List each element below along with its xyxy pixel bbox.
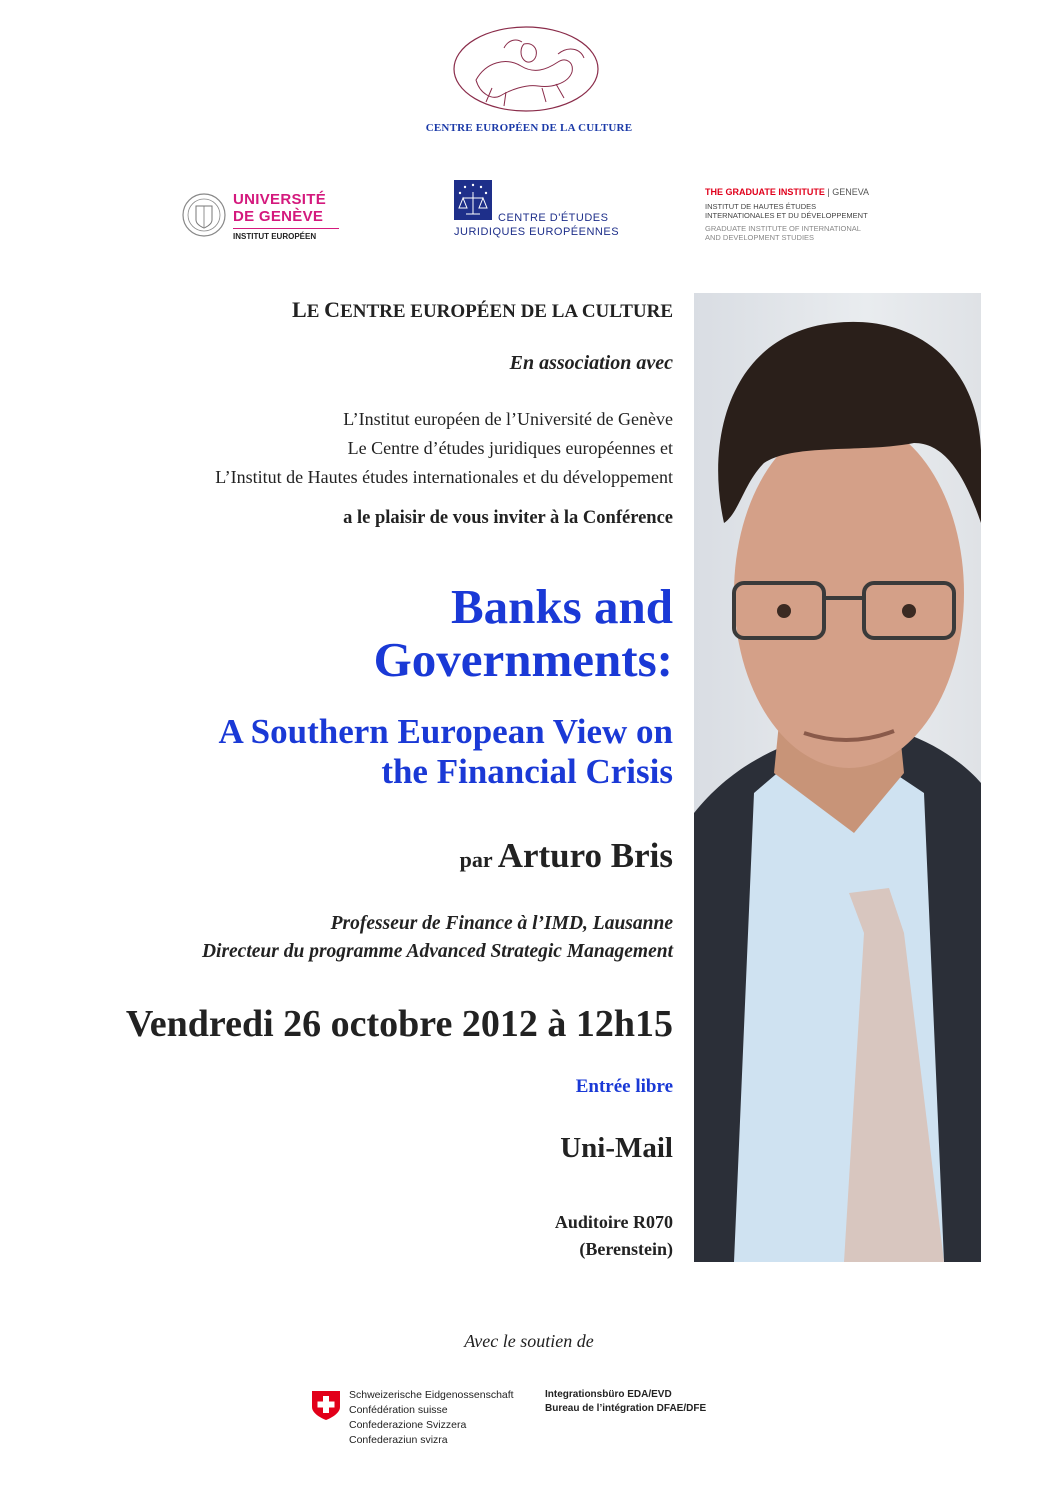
association-line: En association avec <box>509 352 673 374</box>
swiss-name-de: Schweizerische Eidgenossenschaft <box>349 1389 514 1401</box>
unige-institute: INSTITUT EUROPÉEN <box>233 232 317 241</box>
speaker-line <box>460 836 673 876</box>
organizer-small-title: CENTRE EUROPÉEN DE LA CULTURE <box>425 122 633 134</box>
room-info <box>555 1209 673 1263</box>
invitation-line: a le plaisir de vous inviter à la Conférence <box>343 508 673 528</box>
speaker-prefix: par <box>459 847 493 872</box>
conference-subtitle-line2: the Financial Crisis <box>381 752 673 791</box>
speaker-photo <box>694 293 981 1262</box>
institution-item: Le Centre d’études juridiques européennes et <box>347 438 673 458</box>
speaker-roles <box>202 910 673 966</box>
room-line2: (Berenstein) <box>579 1239 673 1259</box>
organizer-title <box>292 297 673 323</box>
unige-divider <box>233 228 339 229</box>
gi-en-line2: AND DEVELOPMENT STUDIES <box>705 233 815 242</box>
organizer-cap-l: L <box>292 297 307 322</box>
integration-office <box>545 1388 706 1416</box>
conference-title-line1: Banks and <box>450 579 673 634</box>
speaker-name: Arturo Bris <box>497 836 673 875</box>
speaker-role-line2: Directeur du programme Advanced Strategic Management <box>201 941 673 962</box>
institution-item: L’Institut de Hautes études internationales et du développement <box>215 467 673 487</box>
unige-name-line1: UNIVERSITÉ <box>233 191 327 208</box>
conference-title-line2: Governments: <box>373 632 673 687</box>
swiss-confederation-names <box>349 1388 514 1448</box>
support-label: Avec le soutien de <box>464 1331 594 1351</box>
ceje-emblem-icon <box>454 180 492 220</box>
gi-fr-line2: INTERNATIONALES ET DU DÉVELOPPEMENT <box>705 211 868 220</box>
organizer-part1: E <box>306 301 325 322</box>
gi-en-line1: GRADUATE INSTITUTE OF INTERNATIONAL <box>705 224 861 233</box>
unige-name-line2: DE GENÈVE <box>233 208 324 225</box>
ceje-name-line1: CENTRE D'ÉTUDES <box>498 212 609 224</box>
ceje-logo <box>446 180 620 250</box>
graduate-institute-english <box>705 224 925 242</box>
speaker-role-line1: Professeur de Finance à l’IMD, Lausanne <box>330 913 673 934</box>
swiss-cross-icon <box>310 1389 342 1421</box>
swiss-name-it: Confederazione Svizzera <box>349 1419 467 1431</box>
graduate-institute-french <box>705 202 925 220</box>
graduate-institute-logo <box>705 187 925 242</box>
organizer-cap-c: C <box>324 297 341 322</box>
room-line1: Auditoire R070 <box>554 1212 673 1232</box>
gi-fr-line1: INSTITUT DE HAUTES ÉTUDES <box>705 202 817 211</box>
conference-subtitle <box>219 712 673 792</box>
speaker-portrait-illustration <box>694 293 981 1262</box>
organizer-part2: ENTRE EUROPÉEN DE LA CULTURE <box>340 301 673 322</box>
ceje-name-line2: JURIDIQUES EUROPÉENNES <box>454 226 620 238</box>
venue-name: Uni-Mail <box>560 1132 673 1164</box>
institutions-list <box>215 405 673 492</box>
eda-line1: Integrationsbüro EDA/EVD <box>545 1389 672 1400</box>
europa-bull-emblem <box>446 22 606 116</box>
institution-item: L’Institut européen de l’Université de Genève <box>343 409 673 429</box>
conference-title <box>374 580 673 686</box>
conference-subtitle-line1: A Southern European View on <box>218 712 673 751</box>
admission-note: Entrée libre <box>575 1076 673 1097</box>
swiss-name-fr: Confédération suisse <box>349 1404 448 1416</box>
unige-logo <box>181 188 351 252</box>
unige-seal-icon <box>181 192 227 238</box>
graduate-institute-city: GENEVA <box>832 187 870 197</box>
eda-line2: Bureau de l’intégration DFAE/DFE <box>545 1403 707 1414</box>
graduate-institute-title: THE GRADUATE INSTITUTE <box>705 187 825 197</box>
event-date: Vendredi 26 octobre 2012 à 12h15 <box>125 1003 673 1045</box>
graduate-institute-name: THE GRADUATE INSTITUTE | GENEVA <box>705 187 870 197</box>
swiss-name-rm: Confederaziun svizra <box>349 1434 448 1446</box>
